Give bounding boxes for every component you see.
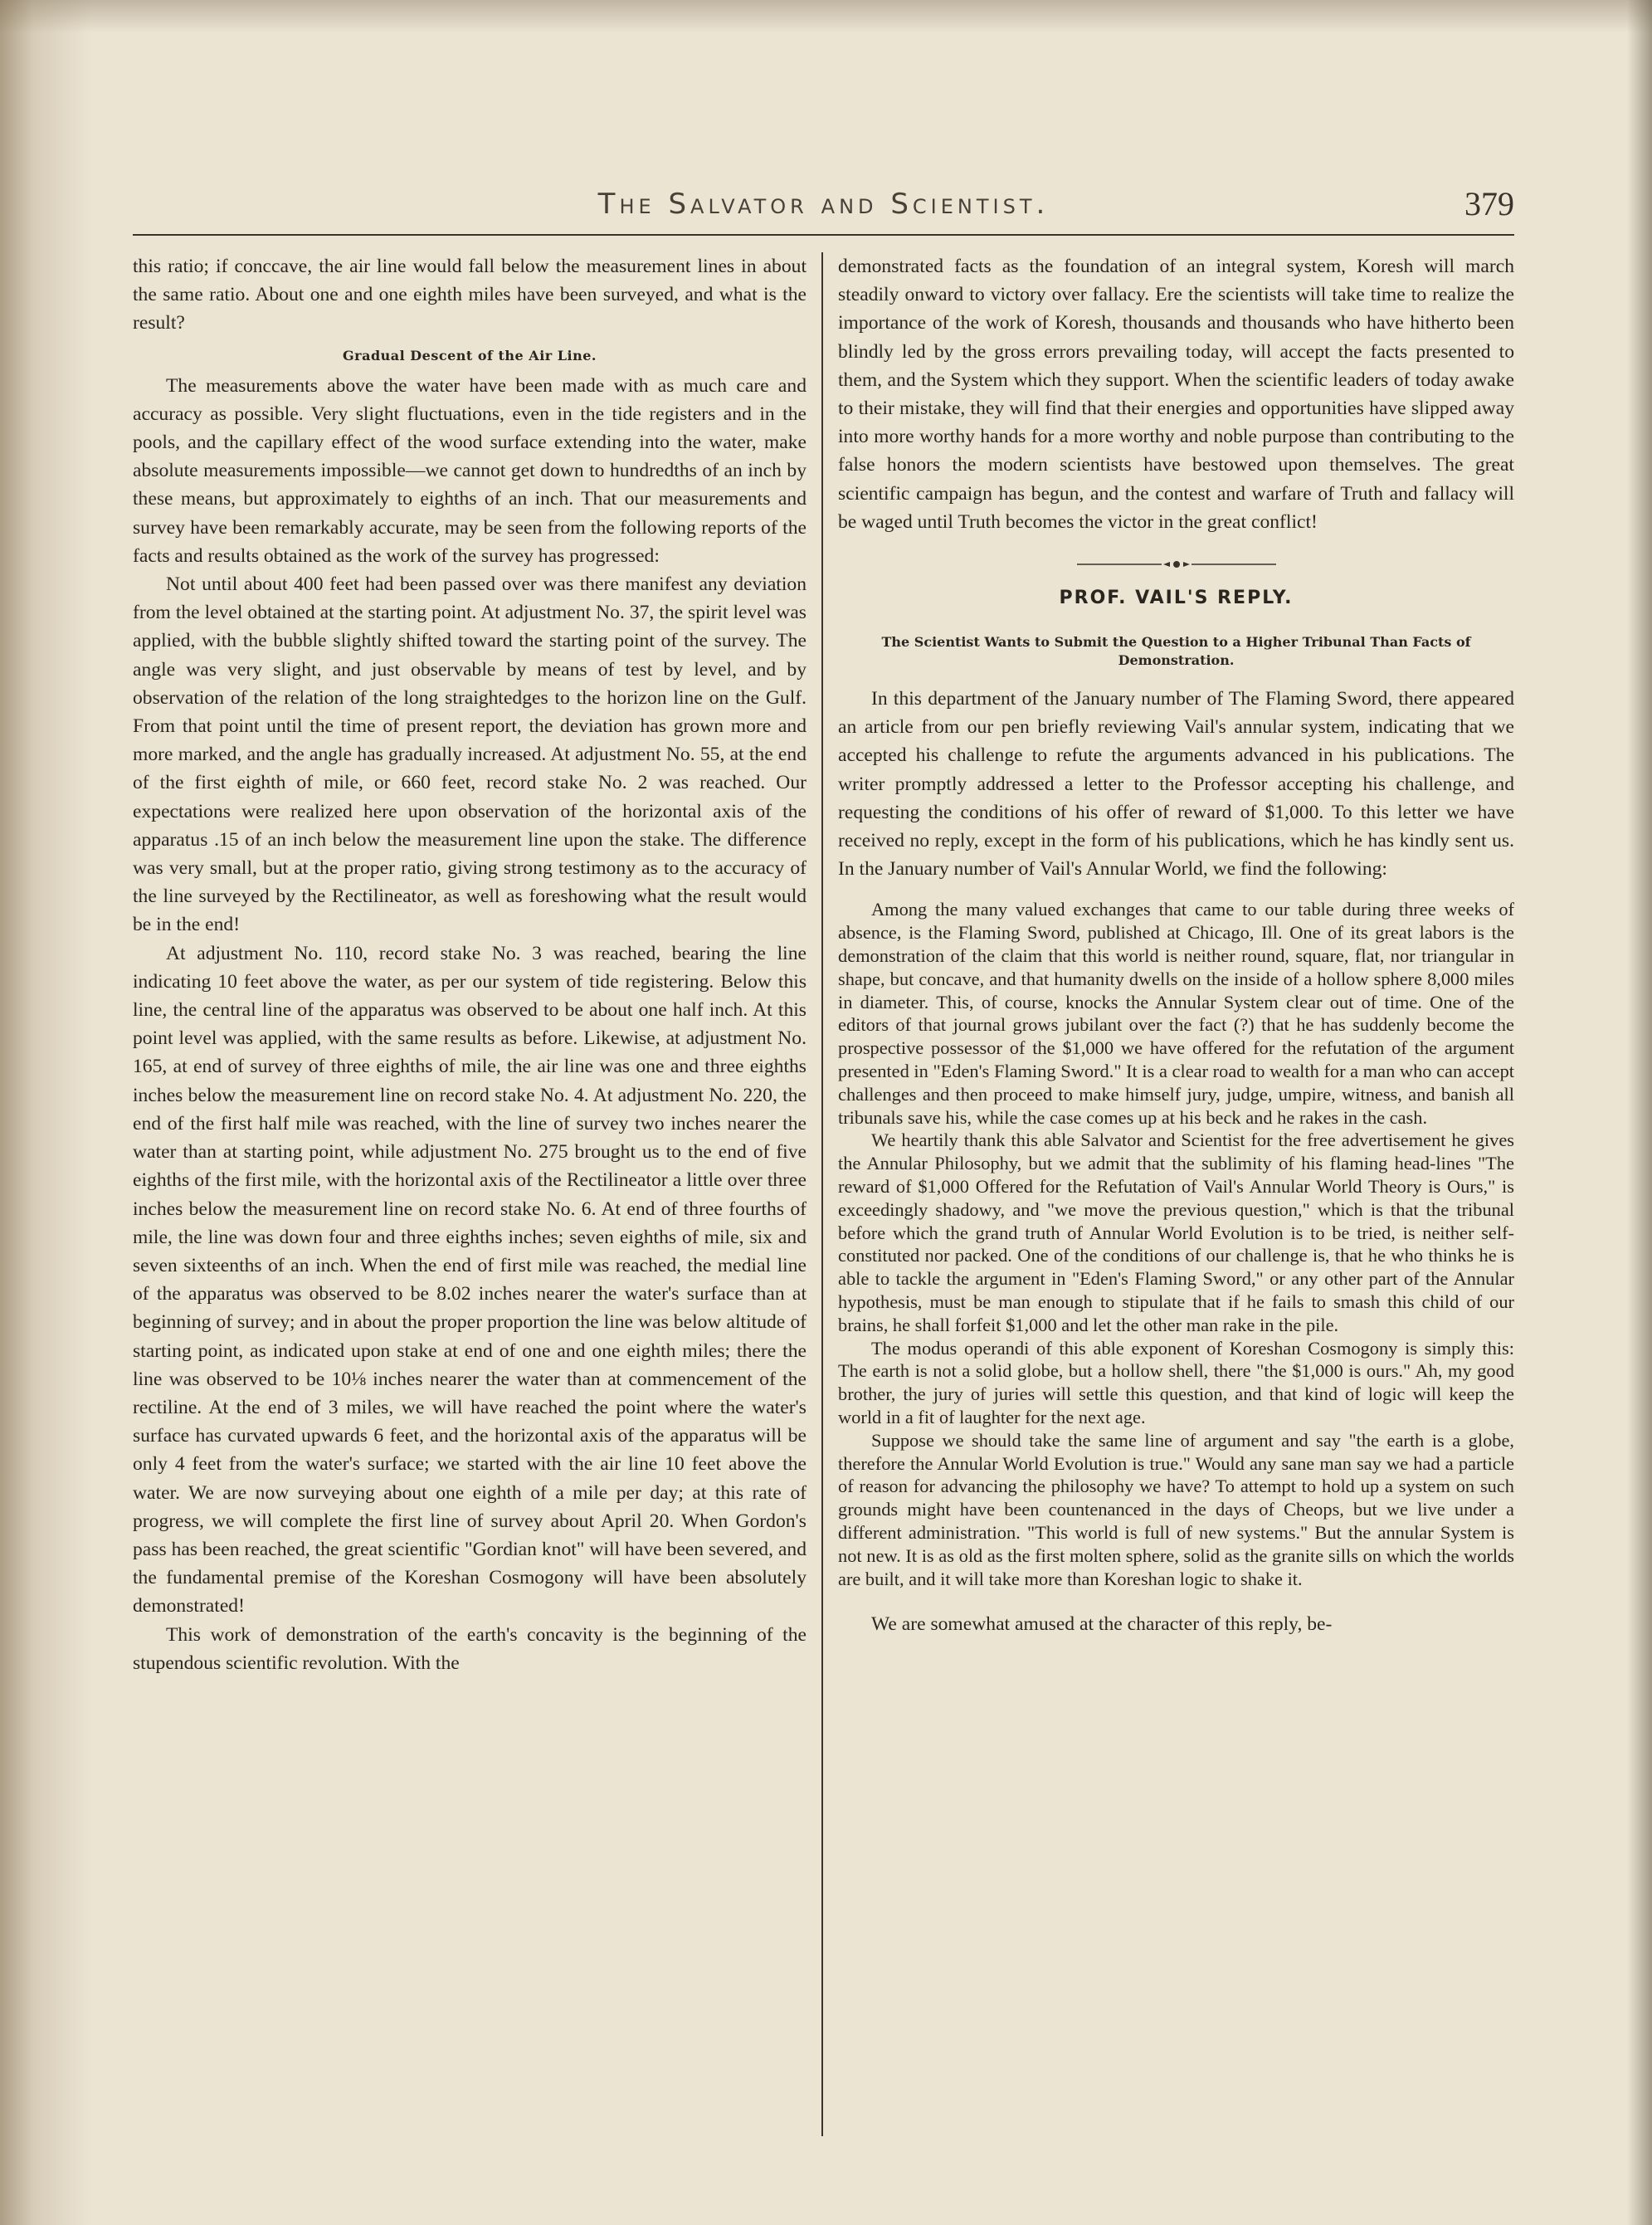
- journal-title: The Salvator and Scientist.: [597, 188, 1050, 221]
- right-column: [838, 252, 1514, 2136]
- paragraph: The measurements above the water have been made with as much care and accuracy as possible. Very slight fluctuations, even in the tide registers and in the pools, and the capillary effect of the wood surface extending into the water, make absolute measurements impossible—we cannot get down to hundredths of an inch by these means, but approximately to eighths of an inch. That our measurements and survey have been remarkably accurate, may be seen from the following reports of the facts and results obtained as the work of the survey has progressed:: [133, 374, 807, 567]
- paragraph: We are somewhat amused at the character of this reply, be-: [871, 1613, 1333, 1636]
- column-rule: [821, 252, 823, 2136]
- running-header: [133, 183, 1514, 236]
- two-column-body: [133, 252, 1514, 2136]
- ornamental-rule: [838, 556, 1514, 573]
- page-number: 379: [1464, 185, 1514, 222]
- page-content: [133, 183, 1514, 2136]
- article-deck: The Scientist Wants to Submit the Question to a Higher Tribunal Than Facts of Demonstration.: [881, 634, 1471, 669]
- quote-paragraph: We heartily thank this able Salvator and Scientist for the free advertisement he gives the Annular Philosophy, but we admit that the sublimity of his flaming head-lines "The reward of $1,000 Offered for the Refutation of Vail's Annular World Theory is Ours," is exceedingly shadowy, and "we move the previous question," which is that the tribunal before which the grand truth of Annular World Evolution is to be tried, is neither self-constituted nor packed. One of the conditions of our challenge is, that he who thinks he is able to tackle the argument in "Eden's Flaming Sword," or any other part of the Annular hypothesis, must be man enough to stipulate that if he fails to smash this child of our brains, he shall forfeit $1,000 and let the other man rake in the pile.: [838, 1130, 1514, 1335]
- paragraph: Not until about 400 feet had been passed over was there manifest any deviation from the level obtained at the starting point. At adjustment No. 37, the spirit level was applied, with the bubble slightly shifted toward the starting point of the survey. The angle was very slight, and just observable by means of test by level, and by observation of the relation of the long straightedges to the horizon line on the Gulf. From that point until the time of present report, the deviation has grown more and more marked, and the angle has gradually increased. At adjustment No. 55, at the end of the first eighth of mile, or 660 feet, record stake No. 2 was reached. Our expectations were realized here upon observation of the horizontal axis of the apparatus .15 of an inch below the measurement line upon the stake. The difference was very small, but at the proper ratio, giving strong testimony as to the accuracy of the line surveyed by the Rectilineator, as well as foreshowing what the result would be in the end!: [133, 573, 807, 936]
- quote-paragraph: Suppose we should take the same line of argument and say "the earth is a globe, therefore the Annular World Evolution is true." Would any sane man say we had a particle of reason for advancing the philosophy we have? To attempt to hold up a system on such grounds might have been countenanced in the days of Cheops, but we live under a different administration. "This world is full of new systems." But the annular System is not new. It is as old as the first molten sphere, solid as the granite sills on which the worlds are built, and it will take more than Koreshan logic to shake it.: [838, 1429, 1514, 1589]
- paragraph: This work of demonstration of the earth's concavity is the beginning of the stupendous scientific revolution. With the: [133, 1623, 807, 1674]
- quote-paragraph: The modus operandi of this able exponent of Koreshan Cosmogony is simply this: The earth is not a solid globe, but a hollow shell, there "the $1,000 is ours." Ah, my good brother, the jury of juries will settle this question, and that kind of logic will keep the world in a fit of laughter for the next age.: [838, 1337, 1514, 1427]
- paragraph: demonstrated facts as the foundation of an integral system, Koresh will march steadily onward to victory over fallacy. Ere the scientists will take time to realize the importance of the work of Koresh, thousands and thousands who have hitherto been blindly led by the gross errors prevailing today, will accept the facts presented to them, and the System which they support. When the scientific leaders of today awake to their mistake, they will find that their energies and opportunities have slipped away into more worthy hands for a more worthy and noble purpose than contributing to the false honors the modern scientists have bestowed upon themselves. The great scientific campaign has begun, and the contest and warfare of Truth and fallacy will be waged until Truth becomes the victor in the great conflict!: [838, 256, 1514, 533]
- block-quote: [838, 898, 1514, 1590]
- paragraph: this ratio; if conccave, the air line would fall below the measurement lines in about the same ratio. About one and one eighth miles have been surveyed, and what is the result?: [133, 256, 807, 334]
- section-subhead: Gradual Descent of the Air Line.: [343, 347, 597, 364]
- left-column: [133, 252, 821, 2136]
- quote-paragraph: Among the many valued exchanges that came to our table during three weeks of absence, is the Flaming Sword, published at Chicago, Ill. One of its great labors is the demonstration of the claim that this world is neither round, square, flat, nor triangular in shape, but concave, and that humanity dwells on the inside of a hollow sphere 8,000 miles in diameter. This, of course, knocks the Annular System clear out of time. One of the editors of that journal grows jubilant over the fact (?) that he has suddenly become the prospective possessor of the $1,000 we have offered for the refutation of the argument presented in "Eden's Flaming Sword." It is a clear road to wealth for a man who can accept challenges and then proceed to make himself jury, judge, umpire, witness, and banish all tribunals save his, while the case comes up at his beck and he rakes in the cash.: [838, 899, 1514, 1128]
- paragraph: In this department of the January number of The Flaming Sword, there appeared an article from our pen briefly reviewing Vail's annular system, indicating that we accepted his challenge to refute the arguments advanced in his publications. The writer promptly addressed a letter to the Professor accepting his challenge, and requesting the conditions of his offer of reward of $1,000. To this letter we have received no reply, except in the form of his publications, which he has kindly sent us. In the January number of Vail's Annular World, we find the following:: [838, 688, 1514, 881]
- paragraph: At adjustment No. 110, record stake No. 3 was reached, bearing the line indicating 10 feet above the water, as per our system of tide registering. Below this line, the central line of the apparatus was observed to be about one half inch. At this point level was applied, with the same results as before. Likewise, at adjustment No. 165, at end of survey of three eighths of mile, the air line was one and three eighths inches below the measurement line on record stake No. 4. At adjustment No. 220, the end of the first half mile was reached, with the line of survey two inches nearer the water than at starting point, while adjustment No. 275 brought us to the end of five eighths of the first mile, with the horizontal axis of the Rectilineator a little over three inches below the measurement line on record stake No. 6. At end of three fourths of mile, the line was down four and three eighths inches; seven eighths of mile, six and seven sixteenths of an inch. When the end of first mile was reached, the medial line of the apparatus was observed to be 8.02 inches nearer the water's surface than at beginning of survey; and in about the proper proportion the line was below altitude of starting point, as indicated upon stake at end of one and one eighth miles; there the line was observed to be 10⅛ inches nearer the water than at commencement of the rectiline. At the end of 3 miles, we will have reached the point where the water's surface has curvated upwards 6 feet, and the horizontal axis of the apparatus will be only 4 feet from the water's surface; we started with the air line 10 feet above the water. We are now surveying about one eighth of a mile per day; at this rate of progress, we will complete the first line of survey about April 20. When Gordon's pass has been reached, the great scientific "Gordian knot" will have been severed, and the fundamental premise of the Koreshan Cosmogony will have been absolutely demonstrated!: [133, 942, 807, 1618]
- article-headline: PROF. VAIL'S REPLY.: [1059, 588, 1294, 609]
- ornament-divider-icon: [1077, 559, 1276, 569]
